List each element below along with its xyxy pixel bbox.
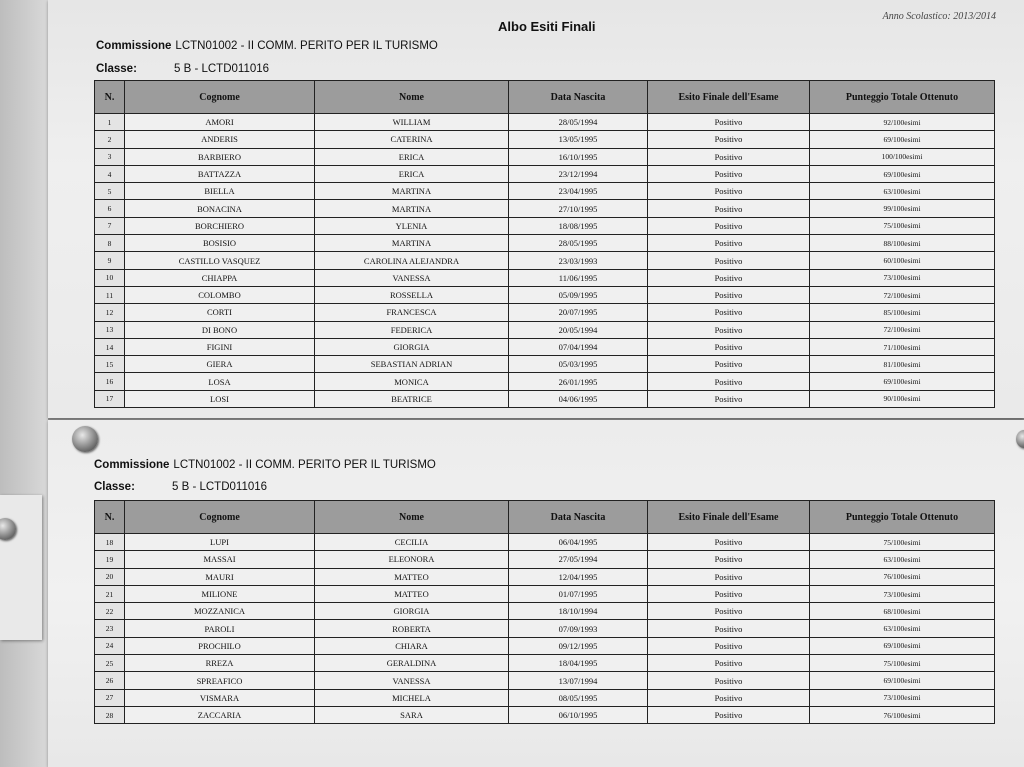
cell-cognome: LOSA (125, 373, 315, 390)
pushpin-icon (72, 426, 98, 452)
cell-data-nascita: 05/09/1995 (509, 286, 648, 303)
row-number: 23 (95, 620, 125, 637)
cell-data-nascita: 23/03/1993 (509, 252, 648, 269)
row-number: 4 (95, 165, 125, 182)
cell-data-nascita: 27/10/1995 (509, 200, 648, 217)
cell-nome: MATTEO (315, 568, 509, 585)
row-number: 10 (95, 269, 125, 286)
table-row (95, 235, 995, 252)
cell-nome: MICHELA (315, 689, 509, 706)
row-number: 25 (95, 655, 125, 672)
cell-cognome: DI BONO (125, 321, 315, 338)
class-line (96, 63, 269, 75)
cell-cognome: BOSISIO (125, 235, 315, 252)
table-row (95, 585, 995, 602)
cell-nome: VANESSA (315, 672, 509, 689)
cell-punteggio: 68/100esimi (810, 603, 995, 620)
cell-punteggio: 75/100esimi (810, 534, 995, 551)
row-number: 24 (95, 637, 125, 654)
table-row (95, 148, 995, 165)
table-row (95, 689, 995, 706)
cell-punteggio: 100/100esimi (810, 148, 995, 165)
cell-cognome: BATTAZZA (125, 165, 315, 182)
cell-cognome: RREZA (125, 655, 315, 672)
cell-nome: MONICA (315, 373, 509, 390)
table-row (95, 252, 995, 269)
cell-nome: FEDERICA (315, 321, 509, 338)
cell-nome: ROBERTA (315, 620, 509, 637)
cell-nome: VANESSA (315, 269, 509, 286)
cell-cognome: CHIAPPA (125, 269, 315, 286)
class-label: Classe: (94, 481, 135, 493)
cell-punteggio: 92/100esimi (810, 114, 995, 131)
cell-data-nascita: 05/03/1995 (509, 356, 648, 373)
cell-punteggio: 90/100esimi (810, 390, 995, 407)
cell-nome: SEBASTIAN ADRIAN (315, 356, 509, 373)
table-row (95, 217, 995, 234)
column-header: Esito Finale dell'Esame (648, 501, 810, 534)
cell-data-nascita: 11/06/1995 (509, 269, 648, 286)
cell-esito: Positivo (648, 655, 810, 672)
cell-data-nascita: 28/05/1995 (509, 235, 648, 252)
cell-esito: Positivo (648, 706, 810, 723)
cell-esito: Positivo (648, 304, 810, 321)
cell-data-nascita: 09/12/1995 (509, 637, 648, 654)
class-line (94, 481, 267, 493)
school-year: Anno Scolastico: 2013/2014 (882, 11, 996, 22)
results-table-2 (94, 500, 995, 724)
cell-esito: Positivo (648, 183, 810, 200)
cell-esito: Positivo (648, 534, 810, 551)
row-number: 21 (95, 585, 125, 602)
cell-esito: Positivo (648, 637, 810, 654)
cell-punteggio: 69/100esimi (810, 637, 995, 654)
cell-punteggio: 69/100esimi (810, 373, 995, 390)
class-value: 5 B - LCTD011016 (174, 63, 270, 75)
cell-cognome: CORTI (125, 304, 315, 321)
cell-esito: Positivo (648, 148, 810, 165)
table-row (95, 269, 995, 286)
cell-punteggio: 73/100esimi (810, 689, 995, 706)
cell-cognome: PAROLI (125, 620, 315, 637)
cell-cognome: BONACINA (125, 200, 315, 217)
cell-punteggio: 72/100esimi (810, 286, 995, 303)
page-title: Albo Esiti Finali (498, 19, 596, 34)
cell-data-nascita: 01/07/1995 (509, 585, 648, 602)
cell-nome: CHIARA (315, 637, 509, 654)
cell-data-nascita: 28/05/1994 (509, 114, 648, 131)
row-number: 16 (95, 373, 125, 390)
cell-punteggio: 69/100esimi (810, 672, 995, 689)
cell-esito: Positivo (648, 672, 810, 689)
cell-data-nascita: 20/07/1995 (509, 304, 648, 321)
cell-esito: Positivo (648, 689, 810, 706)
cell-cognome: ANDERIS (125, 131, 315, 148)
cell-punteggio: 63/100esimi (810, 551, 995, 568)
cell-data-nascita: 23/04/1995 (509, 183, 648, 200)
cell-punteggio: 81/100esimi (810, 356, 995, 373)
cell-data-nascita: 13/07/1994 (509, 672, 648, 689)
cell-data-nascita: 27/05/1994 (509, 551, 648, 568)
cell-data-nascita: 18/10/1994 (509, 603, 648, 620)
cell-nome: MARTINA (315, 183, 509, 200)
cell-data-nascita: 07/09/1993 (509, 620, 648, 637)
table-row (95, 286, 995, 303)
cell-nome: MATTEO (315, 585, 509, 602)
cell-esito: Positivo (648, 373, 810, 390)
cell-punteggio: 88/100esimi (810, 235, 995, 252)
row-number: 3 (95, 148, 125, 165)
table-row (95, 200, 995, 217)
cell-nome: CATERINA (315, 131, 509, 148)
row-number: 15 (95, 356, 125, 373)
cell-nome: GIORGIA (315, 603, 509, 620)
cell-punteggio: 60/100esimi (810, 252, 995, 269)
table-row (95, 603, 995, 620)
cell-data-nascita: 06/10/1995 (509, 706, 648, 723)
cell-nome: FRANCESCA (315, 304, 509, 321)
cell-data-nascita: 12/04/1995 (509, 568, 648, 585)
cell-esito: Positivo (648, 356, 810, 373)
cell-esito: Positivo (648, 585, 810, 602)
cell-punteggio: 72/100esimi (810, 321, 995, 338)
row-number: 9 (95, 252, 125, 269)
cell-punteggio: 76/100esimi (810, 568, 995, 585)
commission-label: Commissione (94, 459, 170, 471)
table-row (95, 706, 995, 723)
row-number: 18 (95, 534, 125, 551)
cell-punteggio: 71/100esimi (810, 338, 995, 355)
cell-nome: YLENIA (315, 217, 509, 234)
cell-cognome: MILIONE (125, 585, 315, 602)
cell-cognome: MAURI (125, 568, 315, 585)
table-row (95, 534, 995, 551)
commission-line (94, 459, 436, 471)
cell-esito: Positivo (648, 269, 810, 286)
cell-punteggio: 85/100esimi (810, 304, 995, 321)
table-row (95, 390, 995, 407)
column-header: Data Nascita (509, 501, 648, 534)
row-number: 14 (95, 338, 125, 355)
column-header: Esito Finale dell'Esame (648, 81, 810, 114)
cell-cognome: BIELLA (125, 183, 315, 200)
cell-esito: Positivo (648, 131, 810, 148)
cell-cognome: BARBIERO (125, 148, 315, 165)
row-number: 11 (95, 286, 125, 303)
commission-value: LCTN01002 - II COMM. PERITO PER IL TURISMO (175, 40, 438, 52)
cell-punteggio: 73/100esimi (810, 585, 995, 602)
cell-data-nascita: 18/04/1995 (509, 655, 648, 672)
cell-esito: Positivo (648, 200, 810, 217)
table-row (95, 356, 995, 373)
table-row (95, 672, 995, 689)
table-row (95, 551, 995, 568)
cell-data-nascita: 06/04/1995 (509, 534, 648, 551)
cell-cognome: PROCHILO (125, 637, 315, 654)
cell-punteggio: 69/100esimi (810, 165, 995, 182)
cell-punteggio: 63/100esimi (810, 183, 995, 200)
cell-cognome: AMORI (125, 114, 315, 131)
column-header: Cognome (125, 501, 315, 534)
row-number: 8 (95, 235, 125, 252)
results-sheet-2 (48, 420, 1024, 767)
results-table-1 (94, 80, 995, 408)
table-header-row (95, 501, 995, 534)
commission-value: LCTN01002 - II COMM. PERITO PER IL TURISMO (173, 459, 436, 471)
cell-cognome: MOZZANICA (125, 603, 315, 620)
cell-nome: SARA (315, 706, 509, 723)
cell-cognome: LOSI (125, 390, 315, 407)
row-number: 2 (95, 131, 125, 148)
cell-cognome: MASSAI (125, 551, 315, 568)
table-row (95, 620, 995, 637)
cell-esito: Positivo (648, 252, 810, 269)
cell-esito: Positivo (648, 321, 810, 338)
left-wall-strip (0, 0, 48, 767)
cell-nome: BEATRICE (315, 390, 509, 407)
cell-nome: MARTINA (315, 235, 509, 252)
column-header: Cognome (125, 81, 315, 114)
cell-esito: Positivo (648, 338, 810, 355)
cell-nome: MARTINA (315, 200, 509, 217)
cell-data-nascita: 23/12/1994 (509, 165, 648, 182)
column-header: Data Nascita (509, 81, 648, 114)
row-number: 5 (95, 183, 125, 200)
cell-esito: Positivo (648, 568, 810, 585)
cell-esito: Positivo (648, 551, 810, 568)
cell-data-nascita: 07/04/1994 (509, 338, 648, 355)
row-number: 19 (95, 551, 125, 568)
cell-data-nascita: 08/05/1995 (509, 689, 648, 706)
cell-esito: Positivo (648, 286, 810, 303)
row-number: 22 (95, 603, 125, 620)
cell-punteggio: 76/100esimi (810, 706, 995, 723)
row-number: 26 (95, 672, 125, 689)
cell-punteggio: 75/100esimi (810, 655, 995, 672)
cell-cognome: FIGINI (125, 338, 315, 355)
cell-punteggio: 69/100esimi (810, 131, 995, 148)
table-header-row (95, 81, 995, 114)
table-row (95, 373, 995, 390)
cell-data-nascita: 04/06/1995 (509, 390, 648, 407)
cell-cognome: COLOMBO (125, 286, 315, 303)
row-number: 6 (95, 200, 125, 217)
table-row (95, 165, 995, 182)
table-row (95, 114, 995, 131)
table-row (95, 183, 995, 200)
cell-nome: ERICA (315, 165, 509, 182)
row-number: 28 (95, 706, 125, 723)
column-header: Nome (315, 81, 509, 114)
column-header: Nome (315, 501, 509, 534)
cell-nome: ELEONORA (315, 551, 509, 568)
cell-data-nascita: 16/10/1995 (509, 148, 648, 165)
cell-cognome: GIERA (125, 356, 315, 373)
table-row (95, 338, 995, 355)
table-row (95, 321, 995, 338)
commission-line (96, 40, 438, 52)
cell-esito: Positivo (648, 114, 810, 131)
cell-cognome: LUPI (125, 534, 315, 551)
commission-label: Commissione (96, 40, 172, 52)
row-number: 12 (95, 304, 125, 321)
class-value: 5 B - LCTD011016 (172, 481, 268, 493)
class-label: Classe: (96, 63, 137, 75)
cell-nome: ROSSELLA (315, 286, 509, 303)
side-paper (0, 495, 42, 640)
row-number: 7 (95, 217, 125, 234)
cell-data-nascita: 13/05/1995 (509, 131, 648, 148)
cell-esito: Positivo (648, 235, 810, 252)
cell-esito: Positivo (648, 603, 810, 620)
column-header: Punteggio Totale Ottenuto (810, 501, 995, 534)
cell-cognome: BORCHIERO (125, 217, 315, 234)
row-number: 20 (95, 568, 125, 585)
column-header: N. (95, 81, 125, 114)
table-row (95, 131, 995, 148)
cell-esito: Positivo (648, 165, 810, 182)
results-sheet-1 (48, 0, 1024, 418)
row-number: 17 (95, 390, 125, 407)
cell-cognome: SPREAFICO (125, 672, 315, 689)
cell-punteggio: 99/100esimi (810, 200, 995, 217)
cell-esito: Positivo (648, 390, 810, 407)
cell-data-nascita: 20/05/1994 (509, 321, 648, 338)
cell-punteggio: 75/100esimi (810, 217, 995, 234)
column-header: Punteggio Totale Ottenuto (810, 81, 995, 114)
table-row (95, 568, 995, 585)
cell-esito: Positivo (648, 217, 810, 234)
cell-nome: GIORGIA (315, 338, 509, 355)
column-header: N. (95, 501, 125, 534)
cell-punteggio: 73/100esimi (810, 269, 995, 286)
cell-nome: CAROLINA ALEJANDRA (315, 252, 509, 269)
table-row (95, 637, 995, 654)
cell-cognome: CASTILLO VASQUEZ (125, 252, 315, 269)
cell-esito: Positivo (648, 620, 810, 637)
table-row (95, 655, 995, 672)
cell-punteggio: 63/100esimi (810, 620, 995, 637)
cell-nome: CECILIA (315, 534, 509, 551)
table-row (95, 304, 995, 321)
cell-nome: WILLIAM (315, 114, 509, 131)
cell-data-nascita: 18/08/1995 (509, 217, 648, 234)
cell-cognome: ZACCARIA (125, 706, 315, 723)
row-number: 13 (95, 321, 125, 338)
row-number: 27 (95, 689, 125, 706)
cell-data-nascita: 26/01/1995 (509, 373, 648, 390)
row-number: 1 (95, 114, 125, 131)
cell-nome: GERALDINA (315, 655, 509, 672)
cell-cognome: VISMARA (125, 689, 315, 706)
cell-nome: ERICA (315, 148, 509, 165)
